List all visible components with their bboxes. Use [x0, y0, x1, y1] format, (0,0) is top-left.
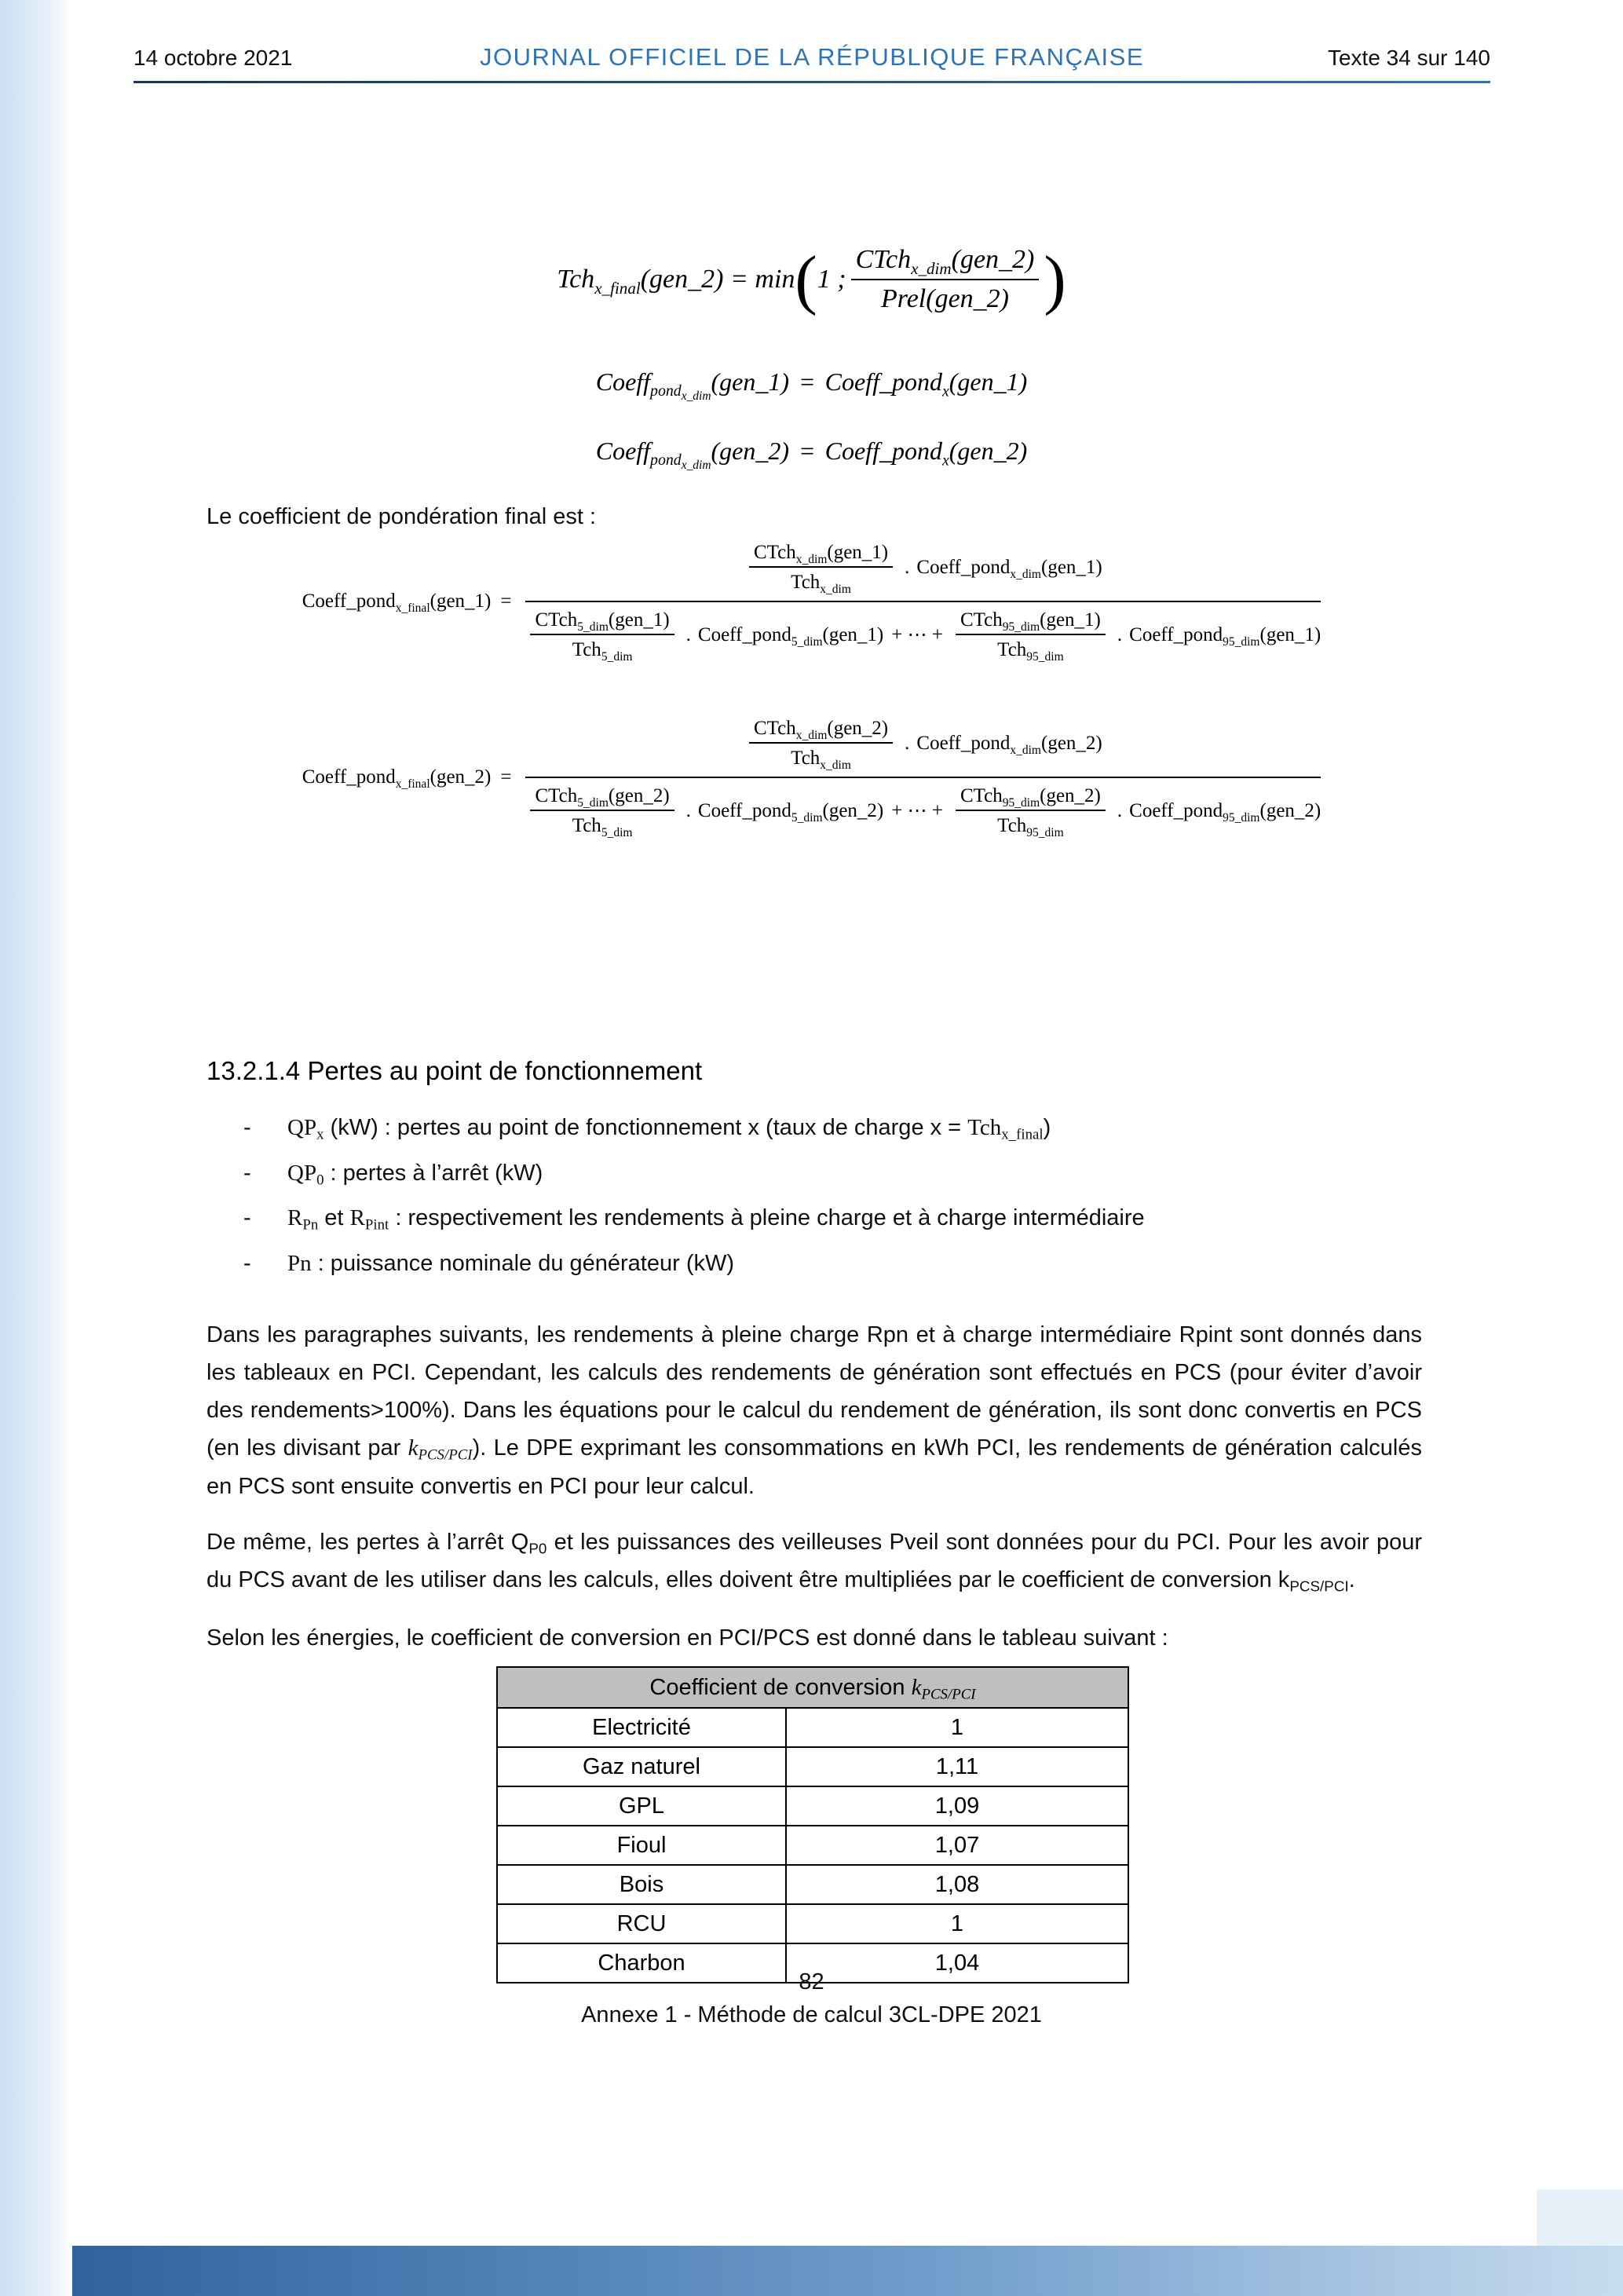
table-cell: Fioul [497, 1826, 786, 1865]
bottom-right-light-step [1537, 2189, 1623, 2246]
annexe-footer: Annexe 1 - Méthode de calcul 3CL-DPE 2021 [581, 2002, 1042, 2027]
fraction: $\frac{CTch_{x\_dim}(gen\_2)}{\text{Prel(gen\_2)}}$ [851, 243, 1040, 316]
page-header [133, 43, 1490, 71]
table-cell: Bois [497, 1865, 786, 1904]
formula-coeff-pond-gen2: Coeff$_{pond_{x\_dim}}$(gen_2) = Coeff_pond$_x$(gen_2) [595, 437, 1028, 473]
page-number: 82 [799, 1969, 824, 1994]
table-cell: GPL [497, 1786, 786, 1826]
table-body [497, 1708, 1128, 1983]
paragraph-pertes-arret: De même, les pertes à l’arrêt $Q_{P0}$ et les puissances des veilleuses Pveil sont données pour du PCI. Pour les avoir pour du PCS avant de les utiliser dans les calculs, elles doivent être multipliées par le coefficient de conversion $k_{PCS/PCI}$. [207, 1530, 1423, 1595]
paragraph-pcs-pci: Dans les paragraphes suivants, les rendements à pleine charge Rpn et à charge intermédiaire Rpint sont donnés dans les tableaux en PCI. Cependant, les calculs des rendements de génération sont effectués en PCS (pour éviter d’avoir des rendements>100%). Dans les équations pour le calcul du rendement de génération, ils sont donc convertis en PCS (en les divisant par $k_{PCS/PCI}$). Le DPE exprimant les consommations en kWh PCI, les rendements de génération calculés en PCS sont ensuite convertis en PCI pour leur calcul. [207, 1322, 1422, 1499]
journal-title: JOURNAL OFFICIEL DE LA RÉPUBLIQUE FRANÇAISE [480, 43, 1144, 71]
table-cell: RCU [497, 1904, 786, 1943]
bottom-blue-bar [72, 2246, 1623, 2296]
bullet-dash: - [243, 1160, 251, 1186]
table-cell: Gaz naturel [497, 1747, 786, 1786]
big-fraction: $\frac{CTch_{x\_dim}(gen\_2)}{Tch_{x\_dim}}$ . Coeff_pond$_{x\_dim}$(gen_2) $\frac{CTch_{5\_dim}(gen\_2)}{Tch_{5\_dim}}$ . Coeff_pond$_{5\_dim}$(gen_2) + ⋯ + $\frac{CTch_{95\_dim}(gen\_2)}{Tch_{95\_dim}}$ . Coeff_pond$_{95\_dim}$(gen_2) [525, 716, 1321, 838]
bullet-dash: - [243, 1115, 251, 1140]
formula-coeff-pond-gen1: Coeff$_{pond_{x\_dim}}$(gen_1) = Coeff_pond$_x$(gen_1) [595, 367, 1028, 404]
bullet-dash: - [243, 1205, 251, 1231]
left-blue-band [0, 0, 72, 2296]
bullet-text: $QP_x$ (kW) : pertes au point de fonctionnement x (taux de charge x = Tch$_{x\_final}$) [287, 1115, 1051, 1143]
list-item [243, 1159, 1398, 1189]
bullet-text: Pn : puissance nominale du générateur (kW) [287, 1251, 735, 1277]
header-rule [133, 81, 1490, 83]
table-row [497, 1786, 1128, 1826]
bullet-text: $R_{Pn}$ et $R_{Pint}$ : respectivement les rendements à pleine charge et à charge intermédiaire [287, 1205, 1145, 1234]
table-row [497, 1826, 1128, 1865]
formula-term: $\frac{CTch_{95\_dim}(gen\_1)}{Tch_{95\_dim}}$ . Coeff_pond$_{95\_dim}$(gen_1) [951, 608, 1321, 663]
table-row [497, 1865, 1128, 1904]
table-header-row [497, 1667, 1128, 1708]
table-cell: 1,04 [786, 1943, 1128, 1983]
list-item [243, 1113, 1398, 1143]
intro-text: Le coefficient de pondération final est : [207, 504, 597, 529]
formula-term: $\frac{CTch_{5\_dim}(gen\_2)}{Tch_{5\_dim}}$ . Coeff_pond$_{5\_dim}$(gen_2) [525, 784, 883, 839]
table-cell: 1 [786, 1904, 1128, 1943]
header-date: 14 octobre 2021 [133, 46, 293, 70]
bullet-list [243, 1113, 1398, 1279]
formula-term: $\frac{CTch_{95\_dim}(gen\_2)}{Tch_{95\_dim}}$ . Coeff_pond$_{95\_dim}$(gen_2) [951, 784, 1321, 839]
table-cell: 1 [786, 1708, 1128, 1747]
conversion-table [496, 1666, 1129, 1983]
table-row [497, 1708, 1128, 1747]
formula-term: $\frac{CTch_{x\_dim}(gen\_1)}{Tch_{x\_dim}}$ . Coeff_pond$_{x\_dim}$(gen_1) [744, 540, 1102, 595]
bullet-dash: - [243, 1251, 251, 1277]
bullet-text: $QP_0$ : pertes à l’arrêt (kW) [287, 1160, 543, 1189]
section-heading: 13.2.1.4 Pertes au point de fonctionnement [207, 1056, 703, 1085]
table-cell: Electricité [497, 1708, 786, 1747]
list-item [243, 1249, 1398, 1279]
table-row [497, 1747, 1128, 1786]
formula-coeff-pond-final-gen2: Coeff_pond$_{x\_final}$(gen_2) = $\frac{CTch_{x\_dim}(gen\_2)}{Tch_{x\_dim}}$ . Coeff_pond$_{x\_dim}$(gen_2) $\frac{CTch_{5\_dim}(gen\_2)}{Tch_{5\_dim}}$ . Coeff_pond$_{5\_dim}$(gen_2) + ⋯ + $\frac{CTch_{95\_dim}(gen\_2)}{Tch_{95\_dim}}$ . Coeff_pond$_{95\_dim}$(gen_2) [302, 718, 1321, 839]
big-fraction: $\frac{CTch_{x\_dim}(gen\_1)}{Tch_{x\_dim}}$ . Coeff_pond$_{x\_dim}$(gen_1) $\frac{CTch_{5\_dim}(gen\_1)}{Tch_{5\_dim}}$ . Coeff_pond$_{5\_dim}$(gen_1) + ⋯ + $\frac{CTch_{95\_dim}(gen\_1)}{Tch_{95\_dim}}$ . Coeff_pond$_{95\_dim}$(gen_1) [525, 540, 1321, 662]
header-texte-number: Texte 34 sur 140 [1327, 46, 1490, 70]
formula-coeff-pond-final-gen1: Coeff_pond$_{x\_final}$(gen_1) = $\frac{CTch_{x\_dim}(gen\_1)}{Tch_{x\_dim}}$ . Coeff_pond$_{x\_dim}$(gen_1) $\frac{CTch_{5\_dim}(gen\_1)}{Tch_{5\_dim}}$ . Coeff_pond$_{5\_dim}$(gen_1) + ⋯ + $\frac{CTch_{95\_dim}(gen\_1)}{Tch_{95\_dim}}$ . Coeff_pond$_{95\_dim}$(gen_1) [302, 542, 1321, 664]
list-item [243, 1204, 1398, 1234]
table-row [497, 1904, 1128, 1943]
formula-term: $\frac{CTch_{x\_dim}(gen\_2)}{Tch_{x\_dim}}$ . Coeff_pond$_{x\_dim}$(gen_2) [744, 716, 1102, 771]
formula-tch-final: Tch$_{x\_final}$(gen_2) = min ( 1 ; $\frac{CTch_{x\_dim}(gen\_2)}{\text{Prel(gen\_2)}}$ ) [557, 243, 1066, 316]
table-cell: 1,08 [786, 1865, 1128, 1904]
paragraph-table-intro: Selon les énergies, le coefficient de conversion en PCI/PCS est donné dans le tableau suivant : [207, 1625, 1168, 1651]
table-cell: 1,07 [786, 1826, 1128, 1865]
table-header-cell: Coefficient de conversion $k_{PCS/PCI}$ [497, 1667, 1128, 1708]
formula-term: $\frac{CTch_{5\_dim}(gen\_1)}{Tch_{5\_dim}}$ . Coeff_pond$_{5\_dim}$(gen_1) [525, 608, 883, 663]
table-cell: 1,09 [786, 1786, 1128, 1826]
table-cell: Charbon [497, 1943, 786, 1983]
table-cell: 1,11 [786, 1747, 1128, 1786]
